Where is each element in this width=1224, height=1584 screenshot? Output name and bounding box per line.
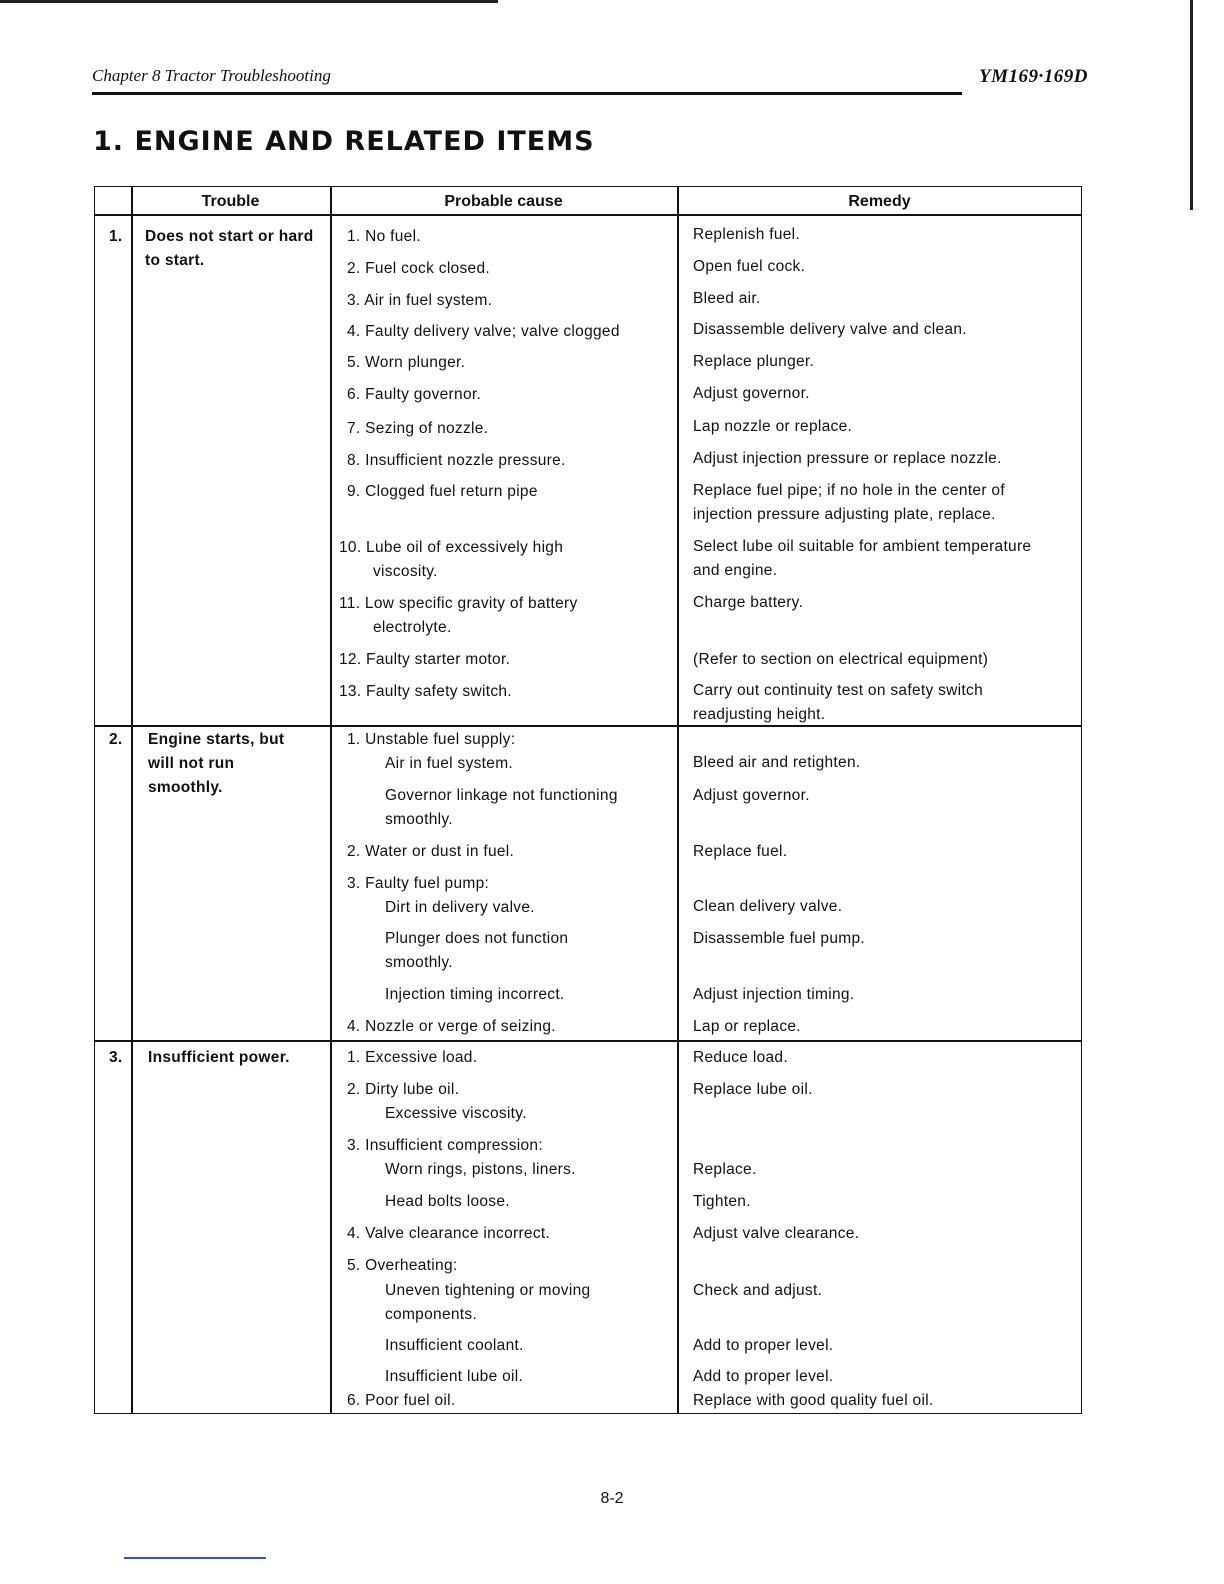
remedy-text: Add to proper level. xyxy=(693,1337,834,1354)
cause-text: 11. Low specific gravity of battery xyxy=(339,595,578,612)
cause-text: 2. Dirty lube oil. xyxy=(347,1081,460,1098)
remedy-text: Adjust governor. xyxy=(693,787,810,804)
row-number: 3. xyxy=(109,1049,123,1066)
column-divider xyxy=(330,187,332,1413)
cause-text: 1. No fuel. xyxy=(347,228,421,245)
remedy-text: Replenish fuel. xyxy=(693,226,801,243)
page-header xyxy=(92,62,1088,96)
remedy-text: injection pressure adjusting plate, replace. xyxy=(693,506,996,523)
remedy-text: Add to proper level. xyxy=(693,1368,834,1385)
cause-text: components. xyxy=(385,1306,478,1323)
cause-text: 7. Sezing of nozzle. xyxy=(347,420,489,437)
remedy-text: Replace. xyxy=(693,1161,757,1178)
column-header-trouble: Trouble xyxy=(201,193,260,210)
bottom-edge-line xyxy=(124,1557,266,1559)
cause-text: 1. Unstable fuel supply: xyxy=(347,731,516,748)
cause-text: smoothly. xyxy=(385,954,453,971)
top-edge-bar xyxy=(0,0,498,3)
remedy-text: Replace fuel pipe; if no hole in the center of xyxy=(693,482,1005,499)
cause-text: Insufficient lube oil. xyxy=(385,1368,524,1385)
cause-text: smoothly. xyxy=(385,811,453,828)
cause-text: 3. Insufficient compression: xyxy=(347,1137,543,1154)
cause-text: 1. Excessive load. xyxy=(347,1049,478,1066)
remedy-text: Replace lube oil. xyxy=(693,1081,813,1098)
column-header-remedy: Remedy xyxy=(848,193,911,210)
cause-text: Air in fuel system. xyxy=(385,755,514,772)
section-title: 1. ENGINE AND RELATED ITEMS xyxy=(93,126,595,157)
cause-text: 4. Faulty delivery valve; valve clogged xyxy=(347,323,620,340)
column-header-cause: Probable cause xyxy=(444,193,563,210)
cause-text: Head bolts loose. xyxy=(385,1193,510,1210)
trouble-text: to start. xyxy=(145,252,205,269)
cause-text: 10. Lube oil of excessively high xyxy=(339,539,564,556)
troubleshooting-table xyxy=(94,186,1082,1414)
remedy-text: and engine. xyxy=(693,562,778,579)
cause-text: 6. Poor fuel oil. xyxy=(347,1392,456,1409)
row-number: 1. xyxy=(109,228,123,245)
cause-text: 9. Clogged fuel return pipe xyxy=(347,483,538,500)
cause-text: 13. Faulty safety switch. xyxy=(339,683,512,700)
header-rule xyxy=(92,92,962,95)
trouble-text: will not run xyxy=(148,755,235,772)
remedy-text: (Refer to section on electrical equipment) xyxy=(693,651,989,668)
trouble-text: Insufficient power. xyxy=(148,1049,290,1066)
remedy-text: Adjust governor. xyxy=(693,385,810,402)
remedy-text: Adjust valve clearance. xyxy=(693,1225,860,1242)
trouble-text: smoothly. xyxy=(148,779,223,796)
trouble-text: Does not start or hard xyxy=(145,228,314,245)
remedy-text: Carry out continuity test on safety switch xyxy=(693,682,983,699)
header-divider xyxy=(95,214,1081,216)
remedy-text: Lap or replace. xyxy=(693,1018,801,1035)
row-divider xyxy=(95,1040,1081,1042)
remedy-text: Bleed air. xyxy=(693,290,761,307)
remedy-text: Adjust injection timing. xyxy=(693,986,855,1003)
remedy-text: Tighten. xyxy=(693,1193,751,1210)
remedy-text: Charge battery. xyxy=(693,594,804,611)
cause-text: Worn rings, pistons, liners. xyxy=(385,1161,576,1178)
column-divider xyxy=(677,187,679,1413)
remedy-text: Select lube oil suitable for ambient temperature xyxy=(693,538,1032,555)
remedy-text: Check and adjust. xyxy=(693,1282,823,1299)
cause-text: 5. Overheating: xyxy=(347,1257,458,1274)
cause-text: Plunger does not function xyxy=(385,930,569,947)
cause-text: electrolyte. xyxy=(373,619,452,636)
cause-text: 2. Fuel cock closed. xyxy=(347,260,490,277)
trouble-text: Engine starts, but xyxy=(148,731,285,748)
model-number: YM169·169D xyxy=(979,66,1088,87)
cause-text: 12. Faulty starter motor. xyxy=(339,651,511,668)
cause-text: Dirt in delivery valve. xyxy=(385,899,535,916)
remedy-text: Replace plunger. xyxy=(693,353,815,370)
cause-text: 8. Insufficient nozzle pressure. xyxy=(347,452,566,469)
remedy-text: Bleed air and retighten. xyxy=(693,754,861,771)
remedy-text: Open fuel cock. xyxy=(693,258,806,275)
remedy-text: Reduce load. xyxy=(693,1049,788,1066)
cause-text: 3. Air in fuel system. xyxy=(347,292,493,309)
row-divider xyxy=(95,725,1081,727)
page-number: 8-2 xyxy=(600,1490,624,1507)
remedy-text: Disassemble delivery valve and clean. xyxy=(693,321,967,338)
cause-text: 4. Valve clearance incorrect. xyxy=(347,1225,551,1242)
cause-text: Insufficient coolant. xyxy=(385,1337,524,1354)
cause-text: Excessive viscosity. xyxy=(385,1105,527,1122)
remedy-text: Replace with good quality fuel oil. xyxy=(693,1392,934,1409)
column-divider xyxy=(131,187,133,1413)
cause-text: 2. Water or dust in fuel. xyxy=(347,843,515,860)
cause-text: Injection timing incorrect. xyxy=(385,986,565,1003)
cause-text: Governor linkage not functioning xyxy=(385,787,618,804)
remedy-text: Disassemble fuel pump. xyxy=(693,930,866,947)
right-edge-bar xyxy=(1190,0,1193,210)
remedy-text: Lap nozzle or replace. xyxy=(693,418,853,435)
cause-text: Uneven tightening or moving xyxy=(385,1282,591,1299)
remedy-text: readjusting height. xyxy=(693,706,826,723)
cause-text: 5. Worn plunger. xyxy=(347,354,466,371)
remedy-text: Clean delivery valve. xyxy=(693,898,843,915)
chapter-title: Chapter 8 Tractor Troubleshooting xyxy=(92,66,331,85)
remedy-text: Replace fuel. xyxy=(693,843,788,860)
cause-text: viscosity. xyxy=(373,563,438,580)
cause-text: 4. Nozzle or verge of seizing. xyxy=(347,1018,556,1035)
cause-text: 6. Faulty governor. xyxy=(347,386,482,403)
row-number: 2. xyxy=(109,731,123,748)
cause-text: 3. Faulty fuel pump: xyxy=(347,875,490,892)
remedy-text: Adjust injection pressure or replace nozzle. xyxy=(693,450,1002,467)
